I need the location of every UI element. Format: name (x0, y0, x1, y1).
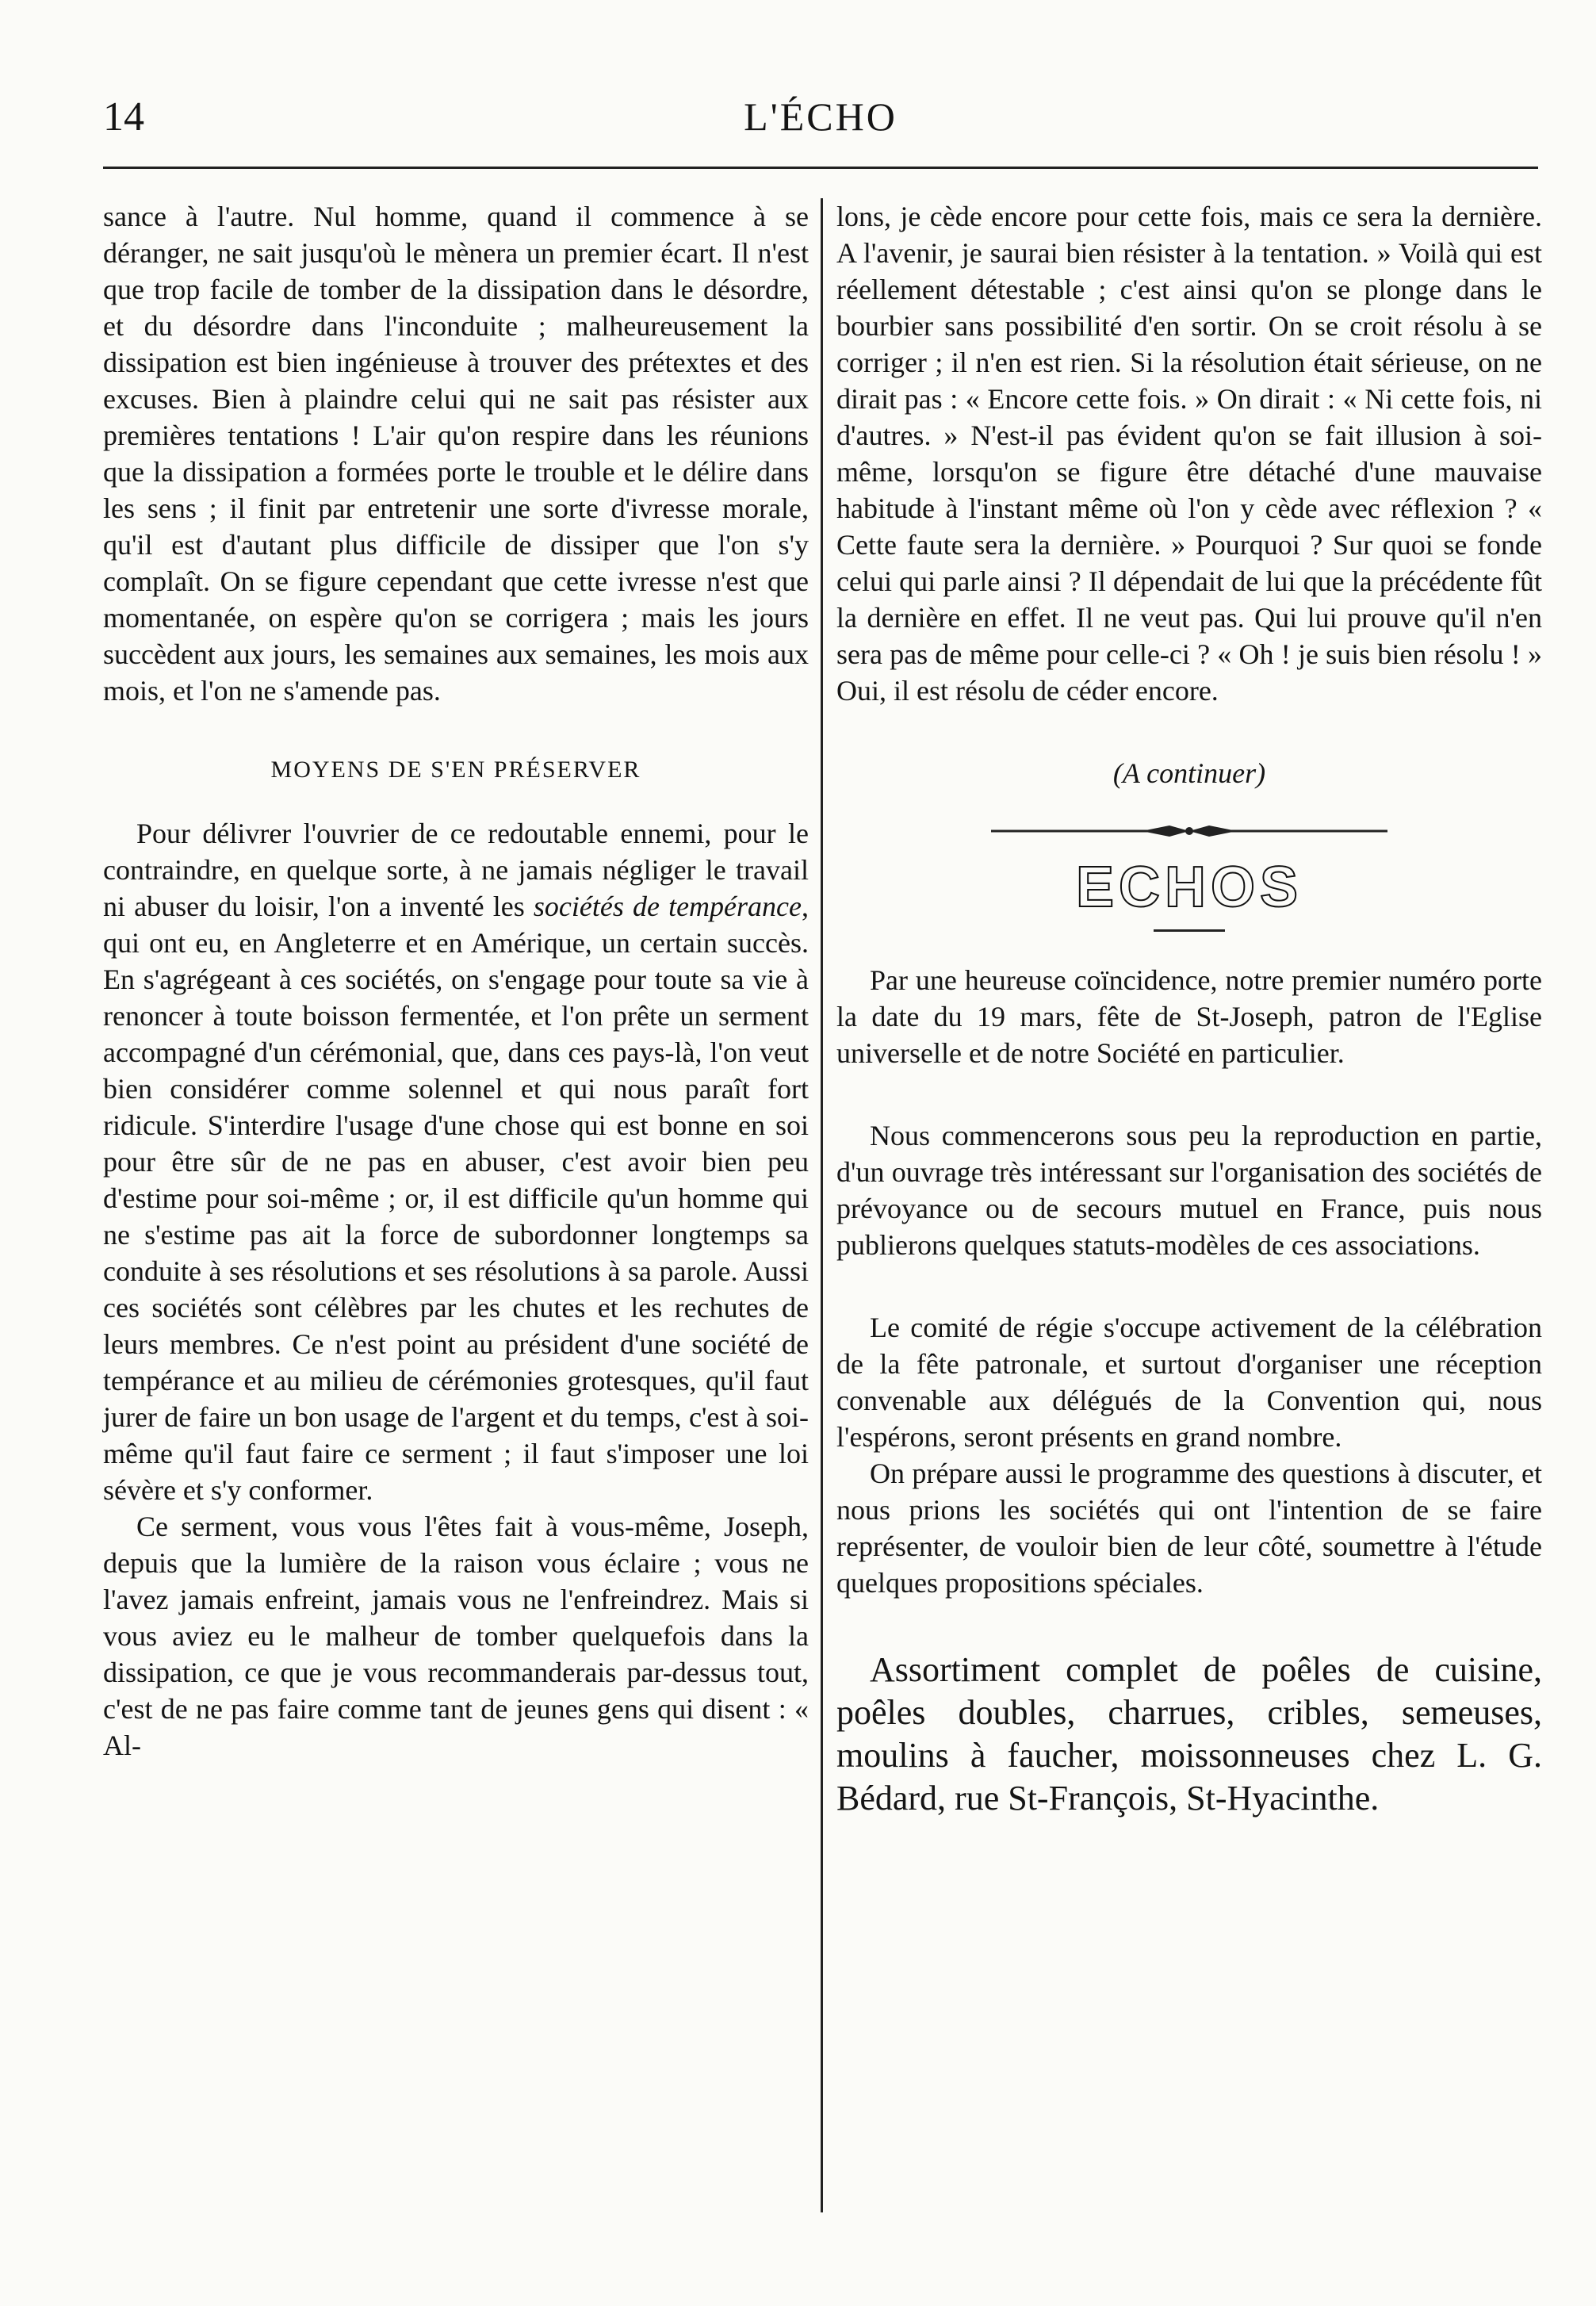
echo-item-3: Le comité de régie s'occupe activement de la célébration de la fête patronale, et surtout d'organiser une réception convenable aux délégués de la Convention qui, nous l'espérons, seront présents en grand nombre. (836, 1312, 1542, 1453)
text-run: Pour délivrer l'ouvrier de ce redoutable ennemi, pour le contraindre, en quelque sorte, à ne jamais négliger le travail ni abuser du loisir, l'on a inventé les (103, 818, 809, 922)
left-paragraph-2 (103, 815, 809, 1508)
advertisement: Assortiment complet de poêles de cuisine, poêles doubles, charrues, cribles, semeuses, moulins à faucher, moissonneuses chez L. G. Bédard, rue St-François, St-Hyacinthe. (836, 1650, 1542, 1818)
italic-term: sociétés de tempérance (533, 891, 802, 922)
right-paragraph-1: lons, je cède encore pour cette fois, mais ce sera la dernière. A l'avenir, je saurai bien résister à la tentation. » Voilà qui est réellement détestable ; c'est ainsi qu'on se plonge dans le bourbier sans possibilité d'en sortir. On se croit résolu à se corriger ; il n'en est rien. Si la résolution était sérieuse, on ne dirait pas : « Encore cette fois. » On dirait : « Ni cette fois, ni d'autres. » N'est-il pas évident qu'on se fait illusion à soi-même, lorsqu'on se figure être détaché d'une mauvaise habitude à l'instant même où l'on y cède avec réflexion ? « Cette faute sera la dernière. » Pourquoi ? Sur quoi se fonde celui qui parle ainsi ? Il dépendait de lui que la précédente fût la dernière en effet. Il ne veut pas. Qui lui prouve qu'il n'en sera pas de même pour celle-ci ? « Oh ! je suis bien résolu ! » Oui, il est résolu de céder encore. (836, 201, 1542, 707)
left-paragraph-3: Ce serment, vous vous l'êtes fait à vous-même, Joseph, depuis que la lumière de la raison vous éclaire ; vous ne l'avez jamais enfreint, jamais vous ne l'enfreindrez. Mais si vous aviez eu le malheur de tomber quelquefois dans la dissipation, ce que je vous recommanderais par-dessus tout, c'est de ne pas faire comme tant de jeunes gens qui disent : « Al- (103, 1511, 809, 1761)
short-rule (1154, 929, 1225, 932)
text-run: , qui ont eu, en Angleterre et en Amérique, un certain succès. En s'agrégeant à ces sociétés, on s'engage pour toute sa vie à renoncer à toute boisson fermentée, et l'on prête un serment accompagné d'un cérémonial, que, dans ces pays-là, l'on veut bien considérer comme solennel et qui nous paraît fort ridicule. S'interdire l'usage d'une chose qui est bonne en soi pour être sûr de ne pas en abuser, c'est avoir bien peu d'estime pour soi-même ; or, il est difficile qu'un homme qui ne s'estime pas ait la force de subordonner longtemps sa conduite à ses résolutions et ses résolutions à sa parole. Aussi ces sociétés sont célèbres par les chutes et les rechutes de leurs membres. Ce n'est point au président d'une société de tempérance et au milieu de cérémonies grotesques, qu'il faut jurer de faire un bon usage de l'argent et du temps, c'est à soi-même qu'il faut faire ce serment ; il faut s'imposer une loi sévère et s'y conformer. (103, 891, 809, 1506)
header-rule (103, 167, 1538, 169)
page-header (103, 87, 1538, 143)
page-number: 14 (103, 94, 144, 140)
left-column (103, 198, 809, 1764)
running-title: L'ÉCHO (744, 94, 898, 139)
column-divider (821, 198, 823, 2212)
right-column (836, 198, 1542, 1820)
left-paragraph-1: sance à l'autre. Nul homme, quand il commence à se déranger, ne sait jusqu'où le mènera un premier écart. Il n'est que trop facile de tomber de la dissipation dans le désordre, et du désordre dans l'inconduite ; malheureusement la dissipation est bien ingénieuse à trouver des prétextes et des excuses. Bien à plaindre celui qui ne sait pas résister aux premières tentations ! L'air qu'on respire dans les réunions que la dissipation a formées porte le trouble et le délire dans les sens ; il finit par entretenir une sorte d'ivresse morale, qu'il est d'autant plus difficile de dissiper que l'on s'y complaît. On se figure cependant que cette ivresse n'est que momentanée, on espère qu'on se corrigera ; mais les jours succèdent aux jours, les semaines aux semaines, les mois aux mois, et l'on ne s'amende pas. (103, 201, 809, 707)
echo-item-1: Par une heureuse coïncidence, notre premier numéro porte la date du 19 mars, fête de St-Joseph, patron de l'Eglise universelle et de notre Société en particulier. (836, 964, 1542, 1069)
continuation-note: (A continuer) (1112, 757, 1266, 789)
ornament-rule (983, 822, 1395, 841)
echo-item-4: On prépare aussi le programme des questions à discuter, et nous prions les sociétés qui ont l'intention de se faire représenter, de vouloir bien de leur côté, soumettre à l'étude quelques propositions spéciales. (836, 1458, 1542, 1599)
subheading: MOYENS DE S'EN PRÉSERVER (270, 757, 641, 783)
section-title: ECHOS (1075, 856, 1303, 919)
echo-item-2: Nous commencerons sous peu la reproduction en partie, d'un ouvrage très intéressant sur l'organisation des sociétés de prévoyance ou de secours mutuel en France, puis nous publierons quelques statuts-modèles de ces associations. (836, 1120, 1542, 1261)
